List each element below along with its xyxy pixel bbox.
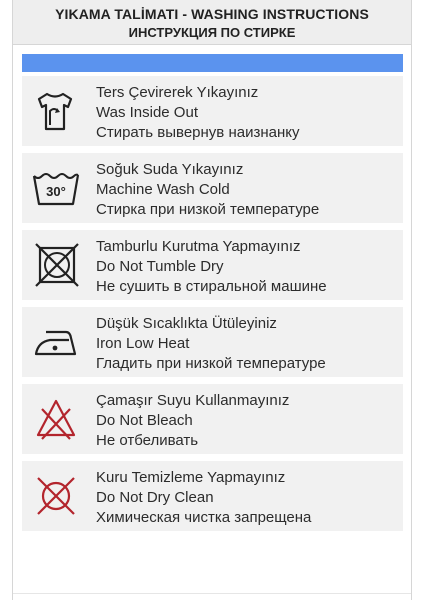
text-ru: Химическая чистка запрещена bbox=[96, 509, 312, 526]
text-ru: Стирать вывернув наизнанку bbox=[96, 124, 300, 141]
wash-30-icon bbox=[30, 162, 82, 214]
title-tr-en: YIKAMA TALİMATI - WASHING INSTRUCTIONS bbox=[55, 6, 369, 22]
text-ru: Гладить при низкой температуре bbox=[96, 355, 326, 372]
bottom-divider bbox=[13, 593, 411, 594]
text-ru: Не сушить в стиральной машине bbox=[96, 278, 327, 295]
text-tr: Ters Çevirerek Yıkayınız bbox=[96, 84, 259, 101]
text-tr: Kuru Temizleme Yapmayınız bbox=[96, 469, 286, 486]
instruction-item-no-bleach bbox=[22, 384, 403, 454]
text-ru: Стирка при низкой температуре bbox=[96, 201, 320, 218]
instruction-item-no-tumble-dry bbox=[22, 230, 403, 300]
text-tr: Soğuk Suda Yıkayınız bbox=[96, 161, 244, 178]
instruction-item-iron-low bbox=[22, 307, 403, 377]
text-en: Do Not Tumble Dry bbox=[96, 258, 224, 275]
wash-temperature-label: 30° bbox=[46, 184, 66, 199]
text-en: Do Not Dry Clean bbox=[96, 489, 214, 506]
instruction-item-no-dry-clean bbox=[22, 461, 403, 531]
title-ru: ИНСТРУКЦИЯ ПО СТИРКЕ bbox=[128, 25, 296, 40]
text-tr: Tamburlu Kurutma Yapmayınız bbox=[96, 238, 301, 255]
accent-band bbox=[22, 54, 403, 72]
text-en: Was Inside Out bbox=[96, 104, 198, 121]
text-en: Iron Low Heat bbox=[96, 335, 190, 352]
instruction-item-inside-out bbox=[22, 76, 403, 146]
text-en: Machine Wash Cold bbox=[96, 181, 230, 198]
text-ru: Не отбеливать bbox=[96, 432, 199, 449]
text-tr: Düşük Sıcaklıkta Ütüleyiniz bbox=[96, 315, 277, 332]
iron-low-heat-icon bbox=[30, 316, 82, 368]
text-tr: Çamaşır Suyu Kullanmayınız bbox=[96, 392, 290, 409]
no-tumble-dry-icon bbox=[30, 239, 82, 291]
no-bleach-icon bbox=[30, 393, 82, 445]
no-dry-clean-icon bbox=[30, 470, 82, 522]
shirt-inside-out-icon bbox=[30, 85, 82, 137]
header bbox=[13, 0, 411, 45]
instruction-item-wash-cold bbox=[22, 153, 403, 223]
text-en: Do Not Bleach bbox=[96, 412, 193, 429]
washing-instructions-card bbox=[12, 0, 412, 600]
